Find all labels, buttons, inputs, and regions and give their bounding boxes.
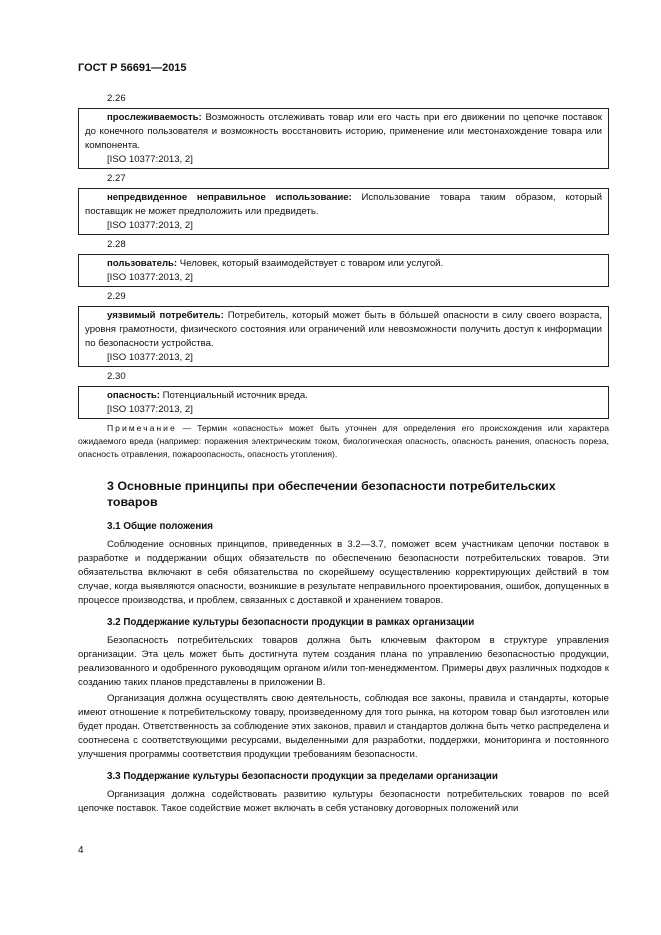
term-name: непредвиденное неправильное использование: (107, 192, 352, 203)
term-name: уязвимый потребитель: (107, 310, 224, 321)
term-source: [ISO 10377:2013, 2] (107, 352, 193, 363)
page-number: 4 (78, 845, 84, 856)
term-name: опасность: (107, 390, 160, 401)
term-text: Потенциальный источник вреда. (159, 390, 308, 401)
term-definition (85, 389, 602, 403)
paragraph: Безопасность потребительских товаров должна быть ключевым фактором в структуре управления организации. Эта цель может быть достигнута путем создания плана по управлению безопасностью продукции, реализованного и одобренного руководящим органом и/или топ-менеджментом. Примеры двух различных подходов к созданию таких планов представлены в приложении В. (78, 635, 609, 688)
term-box (78, 254, 609, 287)
term-definition (85, 309, 602, 351)
paragraph: Организация должна осуществлять свою деятельность, соблюдая все законы, правила и стандарты, которые имеют отношение к потребительскому товару, произведенному для того рынка, на котором товар был изготовлен или будет продан. Ответственность за соблюдение этих законов, правил и стандартов должна быть четко распределена и соотнесена с соответствующими ресурсами, выделенными для разработки, поддержки, мониторинга и постоянного улучшения программы соответствия продукции требованиям безопасности. (78, 693, 609, 760)
term-box (78, 386, 609, 419)
term-text: Человек, который взаимодействует с товаром или услугой. (177, 258, 444, 269)
term-definition (85, 191, 602, 219)
term-source: [ISO 10377:2013, 2] (107, 220, 193, 231)
term-text: Использование товара таким образом, который поставщик не может предположить или предвидеть. (85, 192, 602, 217)
term-number: 2.26 (107, 93, 126, 104)
term-name: прослеживаемость: (107, 112, 202, 123)
term-entry (78, 238, 609, 287)
term-entry (78, 92, 609, 169)
term-definition (85, 257, 602, 271)
note-text: — Термин «опасность» может быть уточнен для определения его происхождения или характера ожидаемого вреда (например: поражения электрическим током, биологическая опасность, опасность ранения, опасность пореза, опасность отравления, пожароопасность, опасность утопления). (78, 423, 609, 459)
term-entry (78, 172, 609, 235)
term-entry (78, 290, 609, 367)
section-heading: 3 Основные принципы при обеспечении безопасности потребительских товаров (107, 479, 556, 509)
subsection (78, 770, 609, 816)
term-source: [ISO 10377:2013, 2] (107, 154, 193, 165)
term-text: Потребитель, который может быть в бóльшей опасности в силу своего возраста, уровня грамотности, физического состояния или ограничений или невозможности получить доступ к информации по безопасности устройства. (85, 310, 602, 349)
term-source: [ISO 10377:2013, 2] (107, 272, 193, 283)
term-number: 2.27 (107, 173, 126, 184)
page-content (78, 92, 609, 816)
term-source: [ISO 10377:2013, 2] (107, 404, 193, 415)
subsection-heading: 3.3 Поддержание культуры безопасности продукции за пределами организации (107, 771, 498, 782)
term-definition (85, 111, 602, 153)
term-box (78, 188, 609, 235)
subsection-heading: 3.2 Поддержание культуры безопасности продукции в рамках организации (107, 617, 475, 628)
term-number: 2.30 (107, 371, 126, 382)
term-box (78, 108, 609, 169)
paragraph: Соблюдение основных принципов, приведенных в 3.2—3.7, поможет всем участникам цепочки поставок в разработке и поддержании общих обязательств по обеспечению безопасности потребительских товаров. Эти обязательства включают в себя обязательства по скорейшему осуществлению корректирующих действий в том случае, когда выявляются опасности, возникшие в результате неправильного проектирования, ошибок, допущенных в процессе производства, и проблем, связанных с доставкой и хранением товаров. (78, 539, 609, 606)
term-number: 2.29 (107, 291, 126, 302)
note (78, 422, 609, 461)
note-label: Примечание (107, 423, 177, 433)
term-name: пользователь: (107, 258, 178, 269)
document-code: ГОСТ Р 56691—2015 (78, 62, 187, 74)
term-number: 2.28 (107, 239, 126, 250)
subsection-heading: 3.1 Общие положения (107, 521, 214, 532)
subsection (78, 616, 609, 762)
term-entry (78, 370, 609, 419)
term-text: Возможность отслеживать товар или его часть при его движении по цепочке поставок до конечного пользователя и возможность восстановить историю, применение или местонахождение товара или компонента. (85, 112, 602, 151)
term-box (78, 306, 609, 367)
subsection (78, 520, 609, 608)
paragraph: Организация должна содействовать развитию культуры безопасности потребительских товаров по всей цепочке поставок. Такое содействие может включать в себя установку договорных положений или (78, 789, 609, 814)
